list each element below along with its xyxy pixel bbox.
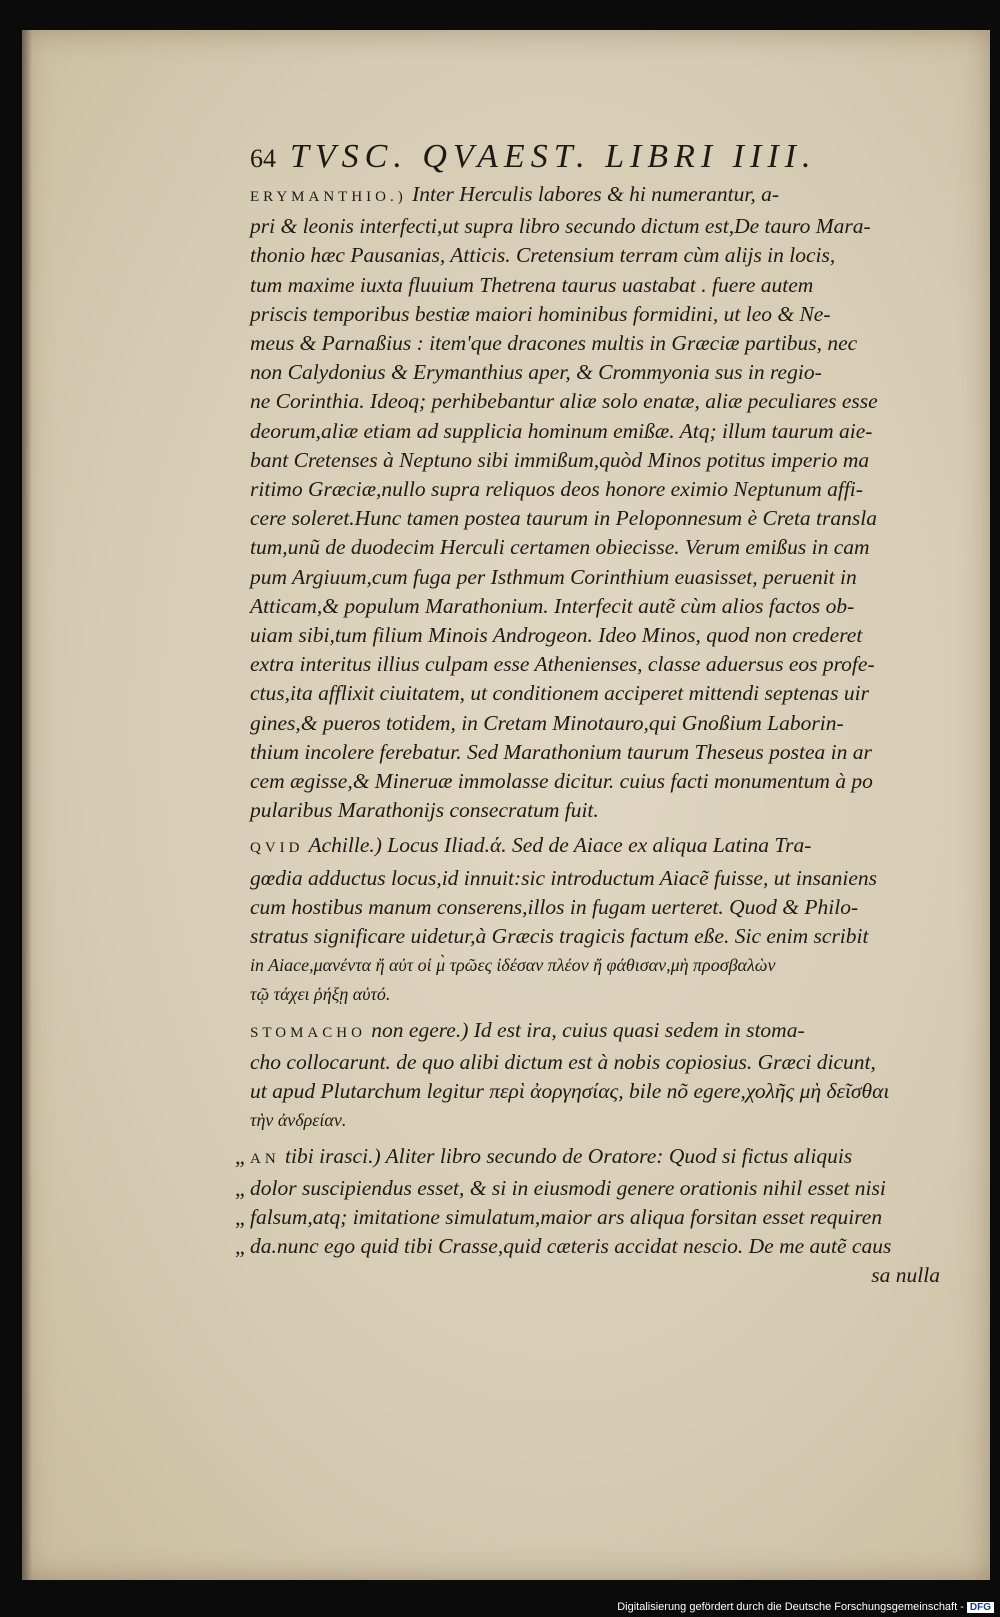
page-text xyxy=(235,138,940,1291)
text-line: pularibus Marathonijs consecratum fuit. xyxy=(250,798,599,823)
text-line: non Calydonius & Erymanthius aper, & Crommyonia sus in regio- xyxy=(250,360,822,385)
footer-text: Digitalisierung gefördert durch die Deutsche Forschungsgemeinschaft - xyxy=(617,1601,964,1613)
text-line: bant Cretenses à Neptuno sibi immißum,quòd Minos potitus imperio ma xyxy=(250,447,870,472)
text-line-greek: τὴν ἀνδρείαν. xyxy=(250,1110,347,1131)
text-line: gines,& pueros totidem, in Cretam Minotauro,qui Gnoßium Laborin- xyxy=(250,710,844,735)
text-line: „ dolor suscipiendus esset, & si in eiusmodi genere orationis nihil esset nisi xyxy=(250,1174,940,1203)
text-line: cere soleret.Hunc tamen postea taurum in Peloponnesum è Creta transla xyxy=(250,506,877,531)
text-line-greek: in Aiace,μανέντα ἤ αὐτ οἱ μ̀ τρῶες ἰδέσαν πλέον ἤ φάθισαν,μὴ προσβαλὼν xyxy=(250,955,776,976)
text-line: thium incolere ferebatur. Sed Marathonium taurum Theseus postea in ar xyxy=(250,739,872,764)
paragraph-quid-achille xyxy=(250,831,940,1009)
paragraph-erymanthio xyxy=(250,180,940,825)
paragraph-stomacho xyxy=(250,1016,940,1136)
text-line: thonio hæc Pausanias, Atticis. Cretensium terram cùm alijs in locis, xyxy=(250,243,836,268)
text-line: ritimo Græciæ,nullo supra reliquos deos honore eximio Neptunum affi- xyxy=(250,477,863,502)
text-line: deorum,aliæ etiam ad supplicia hominum emißæ. Atq; illum taurum aie- xyxy=(250,418,873,443)
page-gutter-shadow xyxy=(22,30,32,1580)
catchword: sa nulla xyxy=(871,1263,940,1288)
text-line: STOMACHO non egere.) Id est ira, cuius quasi sedem in stoma- xyxy=(250,1017,805,1042)
text-line: cum hostibus manum conserens,illos in fugam uerteret. Quod & Philo- xyxy=(250,894,859,919)
text-line: pri & leonis interfecti,ut supra libro secundo dictum est,De tauro Mara- xyxy=(250,214,871,239)
quote-mark: „ xyxy=(235,1175,245,1201)
paragraph-an-tibi xyxy=(235,1142,940,1291)
running-header xyxy=(250,138,940,176)
lemma: STOMACHO xyxy=(250,1024,366,1041)
text-line: priscis temporibus bestiæ maiori hominibus formidini, ut leo & Ne- xyxy=(250,301,831,326)
text-line: QVID Achille.) Locus Iliad.ά. Sed de Aiace ex aliqua Latina Tra- xyxy=(250,833,812,858)
text-line: „ da.nunc ego quid tibi Crasse,quid cæteris accidat nescio. De me autẽ caus xyxy=(250,1232,940,1261)
text-line: extra interitus illius culpam esse Athenienses, classe aduersus eos profe- xyxy=(250,652,875,677)
text-line: „ AN tibi irasci.) Aliter libro secundo de Oratore: Quod si fictus aliquis xyxy=(250,1142,940,1174)
running-title: TVSC. QVAEST. LIBRI IIII. xyxy=(290,138,817,175)
text-line: ne Corinthia. Ideoq; perhibebantur aliæ solo enatæ, aliæ peculiares esse xyxy=(250,389,878,414)
text-line: pum Argiuum,cum fuga per Isthmum Corinthium euasisset, peruenit in xyxy=(250,564,857,589)
text-line-greek: τῷ τάχει ῥήξῃ αὐτό. xyxy=(250,984,391,1005)
text-line: stratus significare uidetur,à Græcis tragicis factum eße. Sic enim scribit xyxy=(250,924,869,949)
lemma: ERYMANTHIO.) xyxy=(250,189,407,205)
text-line: Atticam,& populum Marathonium. Interfecit autẽ cùm alios factos ob- xyxy=(250,593,855,618)
footer-credit xyxy=(617,1601,994,1613)
lemma: AN xyxy=(250,1150,280,1167)
quote-mark: „ xyxy=(235,1204,245,1230)
text-line: uiam sibi,tum filium Minois Androgeon. Ideo Minos, quod non crederet xyxy=(250,623,863,648)
lemma: QVID xyxy=(250,840,304,857)
text-line: tum,unũ de duodecim Herculi certamen obiecisse. Verum emißus in cam xyxy=(250,535,870,560)
quote-mark: „ xyxy=(235,1234,245,1260)
text-line: ctus,ita afflixit ciuitatem, ut conditionem acciperet mittendi septenas uir xyxy=(250,681,870,706)
text-line: gœdia adductus locus,id innuit:sic introductum Aiacẽ fuisse, ut insaniens xyxy=(250,865,878,890)
text-line: meus & Parnaßius : item'que dracones multis in Græciæ partibus, nec xyxy=(250,331,858,356)
text-line: cem ægisse,& Mineruæ immolasse dicitur. cuius facti monumentum à po xyxy=(250,769,873,794)
text-line: cho collocarunt. de quo alibi dictum est à nobis copiosius. Græci dicunt, xyxy=(250,1049,876,1074)
text-line: ERYMANTHIO.) Inter Herculis labores & hi numerantur, a- xyxy=(250,182,779,206)
text-line: tum maxime iuxta fluuium Thetrena taurus uastabat . fuere autem xyxy=(250,272,814,297)
text-line: ut apud Plutarchum legitur περὶ ἀοργησίας, bile nõ egere,χολῆς μὴ δεῖσθαι xyxy=(250,1079,890,1104)
page-number: 64 xyxy=(250,144,276,173)
quote-mark: „ xyxy=(235,1143,245,1169)
text-line: „ falsum,atq; imitatione simulatum,maior ars aliqua forsitan esset requiren xyxy=(250,1203,940,1232)
dfg-logo: DFG xyxy=(967,1602,994,1613)
